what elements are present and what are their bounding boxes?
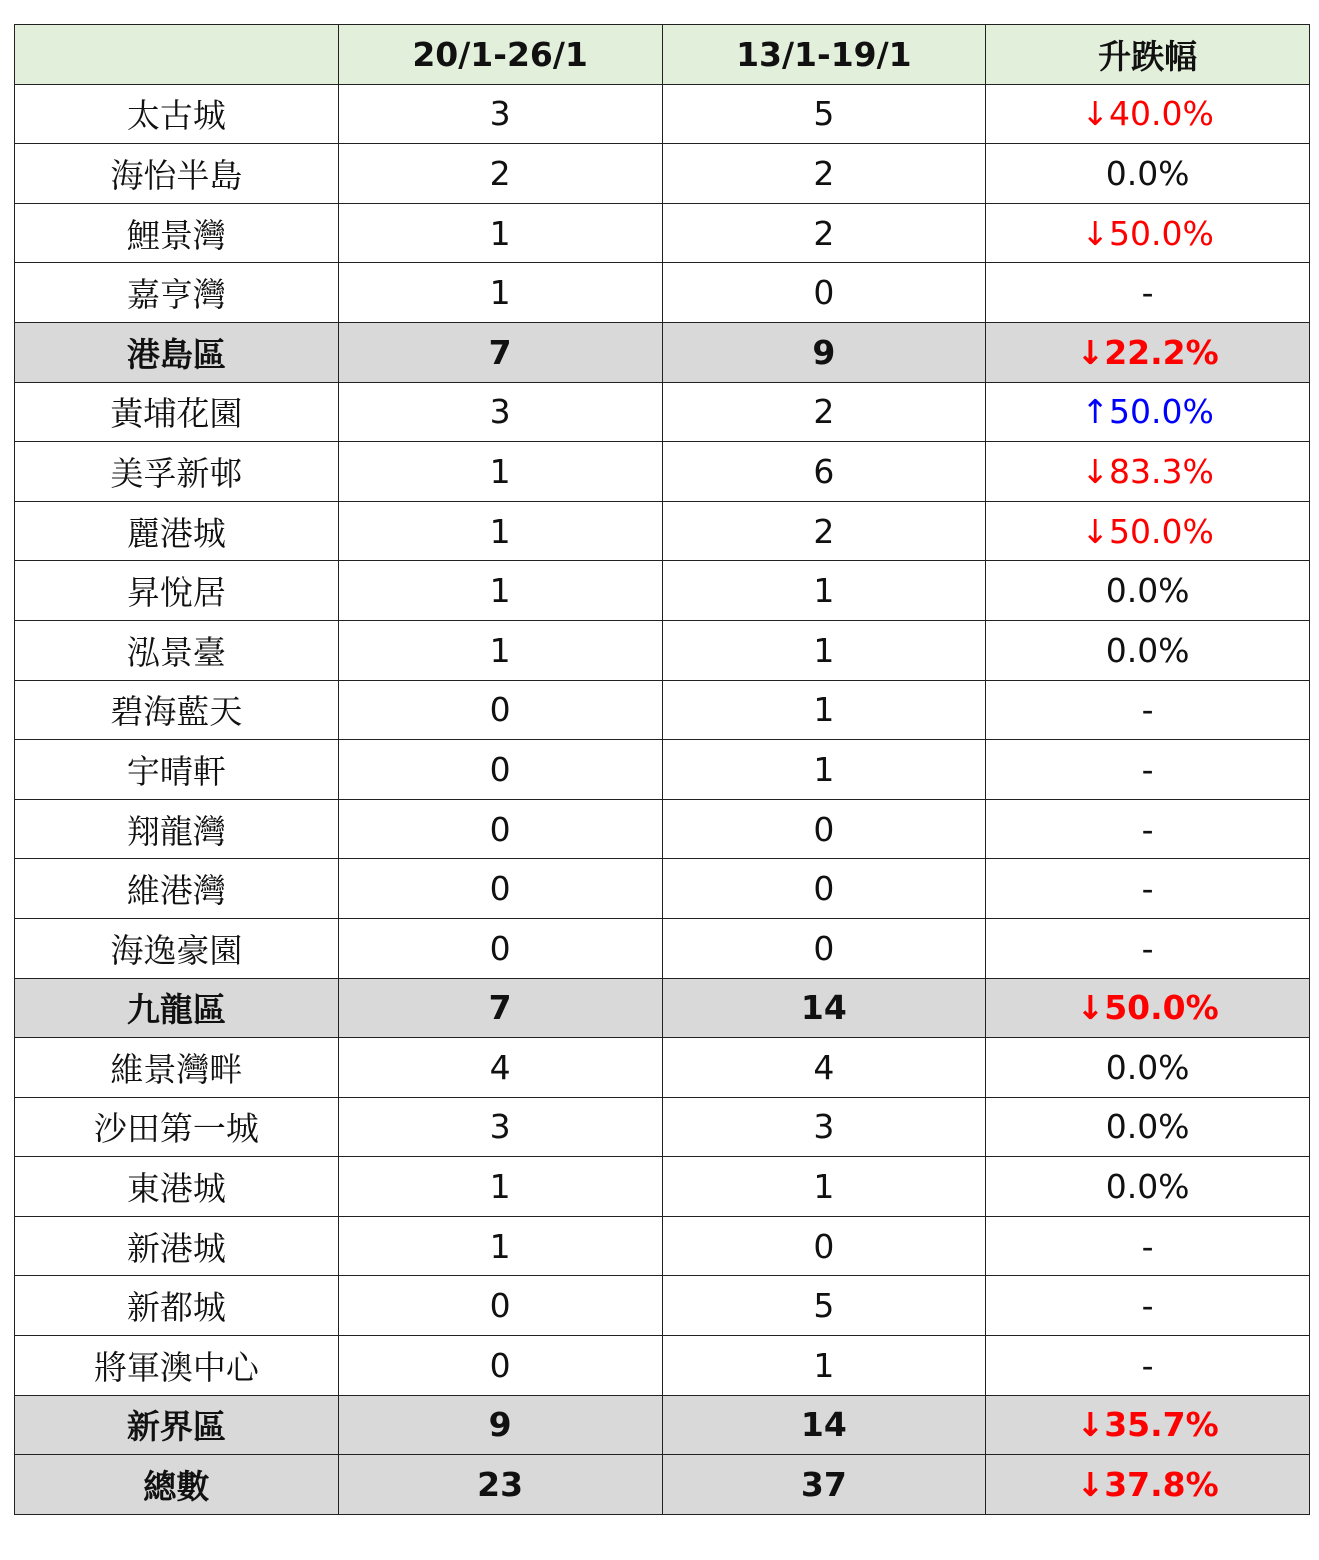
table-row — [15, 382, 1310, 442]
current-week-cell: 3 — [338, 1097, 662, 1157]
table-row — [15, 501, 1310, 561]
previous-week-cell: 2 — [662, 144, 986, 204]
estate-cell: 沙田第一城 — [15, 1097, 339, 1157]
current-week-cell: 1 — [338, 263, 662, 323]
previous-week-cell: 3 — [662, 1097, 986, 1157]
current-week-cell: 0 — [338, 918, 662, 978]
subtotal-row — [15, 1395, 1310, 1455]
previous-week-cell: 1 — [662, 680, 986, 740]
change-cell: ↓40.0% — [986, 84, 1310, 144]
current-week-cell: 3 — [338, 382, 662, 442]
previous-week-cell: 0 — [662, 918, 986, 978]
change-cell: ↓50.0% — [986, 203, 1310, 263]
previous-week-cell: 4 — [662, 1038, 986, 1098]
estate-cell: 海逸豪園 — [15, 918, 339, 978]
previous-week-cell: 2 — [662, 382, 986, 442]
current-week-cell: 0 — [338, 740, 662, 800]
subtotal-row — [15, 1455, 1310, 1515]
current-week-cell: 0 — [338, 859, 662, 919]
subtotal-row — [15, 978, 1310, 1038]
change-cell: 0.0% — [986, 1038, 1310, 1098]
change-cell: 0.0% — [986, 144, 1310, 204]
table-row — [15, 203, 1310, 263]
current-week-cell: 1 — [338, 203, 662, 263]
table-row — [15, 620, 1310, 680]
estate-cell: 將軍澳中心 — [15, 1336, 339, 1396]
current-week-cell: 1 — [338, 1216, 662, 1276]
change-cell: - — [986, 1336, 1310, 1396]
estate-cell: 嘉亨灣 — [15, 263, 339, 323]
header-current-week: 20/1-26/1 — [338, 25, 662, 85]
previous-week-cell: 1 — [662, 740, 986, 800]
change-cell: ↓50.0% — [986, 978, 1310, 1038]
estate-cell: 九龍區 — [15, 978, 339, 1038]
table-row — [15, 1157, 1310, 1217]
header-previous-week: 13/1-19/1 — [662, 25, 986, 85]
estate-cell: 鯉景灣 — [15, 203, 339, 263]
previous-week-cell: 14 — [662, 1395, 986, 1455]
previous-week-cell: 2 — [662, 501, 986, 561]
previous-week-cell: 0 — [662, 859, 986, 919]
estate-cell: 泓景臺 — [15, 620, 339, 680]
estate-cell: 維景灣畔 — [15, 1038, 339, 1098]
previous-week-cell: 5 — [662, 84, 986, 144]
change-cell: - — [986, 859, 1310, 919]
table-row — [15, 144, 1310, 204]
table-body — [15, 84, 1310, 1514]
previous-week-cell: 5 — [662, 1276, 986, 1336]
change-cell: - — [986, 918, 1310, 978]
table-row — [15, 740, 1310, 800]
current-week-cell: 1 — [338, 1157, 662, 1217]
transactions-table — [14, 24, 1310, 1515]
estate-cell: 總數 — [15, 1455, 339, 1515]
change-cell: - — [986, 1216, 1310, 1276]
change-cell: 0.0% — [986, 1097, 1310, 1157]
current-week-cell: 0 — [338, 680, 662, 740]
estate-cell: 碧海藍天 — [15, 680, 339, 740]
table-row — [15, 1216, 1310, 1276]
current-week-cell: 1 — [338, 501, 662, 561]
previous-week-cell: 2 — [662, 203, 986, 263]
table-row — [15, 799, 1310, 859]
previous-week-cell: 1 — [662, 561, 986, 621]
change-cell: - — [986, 263, 1310, 323]
header-change: 升跌幅 — [986, 25, 1310, 85]
current-week-cell: 0 — [338, 799, 662, 859]
change-cell: ↑50.0% — [986, 382, 1310, 442]
previous-week-cell: 1 — [662, 1336, 986, 1396]
change-cell: ↓37.8% — [986, 1455, 1310, 1515]
current-week-cell: 0 — [338, 1336, 662, 1396]
table-row — [15, 680, 1310, 740]
estate-cell: 新港城 — [15, 1216, 339, 1276]
table-row — [15, 84, 1310, 144]
previous-week-cell: 0 — [662, 799, 986, 859]
estate-cell: 昇悅居 — [15, 561, 339, 621]
current-week-cell: 7 — [338, 978, 662, 1038]
current-week-cell: 23 — [338, 1455, 662, 1515]
estate-cell: 翔龍灣 — [15, 799, 339, 859]
current-week-cell: 1 — [338, 620, 662, 680]
change-cell: 0.0% — [986, 620, 1310, 680]
previous-week-cell: 0 — [662, 1216, 986, 1276]
change-cell: ↓22.2% — [986, 322, 1310, 382]
table-row — [15, 918, 1310, 978]
change-cell: 0.0% — [986, 561, 1310, 621]
current-week-cell: 4 — [338, 1038, 662, 1098]
estate-cell: 太古城 — [15, 84, 339, 144]
previous-week-cell: 9 — [662, 322, 986, 382]
subtotal-row — [15, 322, 1310, 382]
estate-cell: 港島區 — [15, 322, 339, 382]
current-week-cell: 1 — [338, 442, 662, 502]
previous-week-cell: 1 — [662, 1157, 986, 1217]
change-cell: ↓35.7% — [986, 1395, 1310, 1455]
current-week-cell: 9 — [338, 1395, 662, 1455]
current-week-cell: 2 — [338, 144, 662, 204]
current-week-cell: 0 — [338, 1276, 662, 1336]
estate-cell: 麗港城 — [15, 501, 339, 561]
table-row — [15, 561, 1310, 621]
change-cell: 0.0% — [986, 1157, 1310, 1217]
header-row — [15, 25, 1310, 85]
change-cell: - — [986, 680, 1310, 740]
table-row — [15, 1276, 1310, 1336]
estate-cell: 東港城 — [15, 1157, 339, 1217]
previous-week-cell: 37 — [662, 1455, 986, 1515]
estate-cell: 海怡半島 — [15, 144, 339, 204]
change-cell: - — [986, 799, 1310, 859]
header-estate — [15, 25, 339, 85]
previous-week-cell: 0 — [662, 263, 986, 323]
estate-cell: 美孚新邨 — [15, 442, 339, 502]
change-cell: - — [986, 1276, 1310, 1336]
estate-cell: 維港灣 — [15, 859, 339, 919]
table-row — [15, 1336, 1310, 1396]
estate-cell: 新界區 — [15, 1395, 339, 1455]
table-row — [15, 1038, 1310, 1098]
table-row — [15, 263, 1310, 323]
table-row — [15, 1097, 1310, 1157]
previous-week-cell: 6 — [662, 442, 986, 502]
change-cell: ↓83.3% — [986, 442, 1310, 502]
current-week-cell: 7 — [338, 322, 662, 382]
previous-week-cell: 1 — [662, 620, 986, 680]
change-cell: - — [986, 740, 1310, 800]
estate-cell: 黃埔花園 — [15, 382, 339, 442]
estate-cell: 宇晴軒 — [15, 740, 339, 800]
change-cell: ↓50.0% — [986, 501, 1310, 561]
estate-cell: 新都城 — [15, 1276, 339, 1336]
table-row — [15, 859, 1310, 919]
table-row — [15, 442, 1310, 502]
current-week-cell: 1 — [338, 561, 662, 621]
previous-week-cell: 14 — [662, 978, 986, 1038]
current-week-cell: 3 — [338, 84, 662, 144]
